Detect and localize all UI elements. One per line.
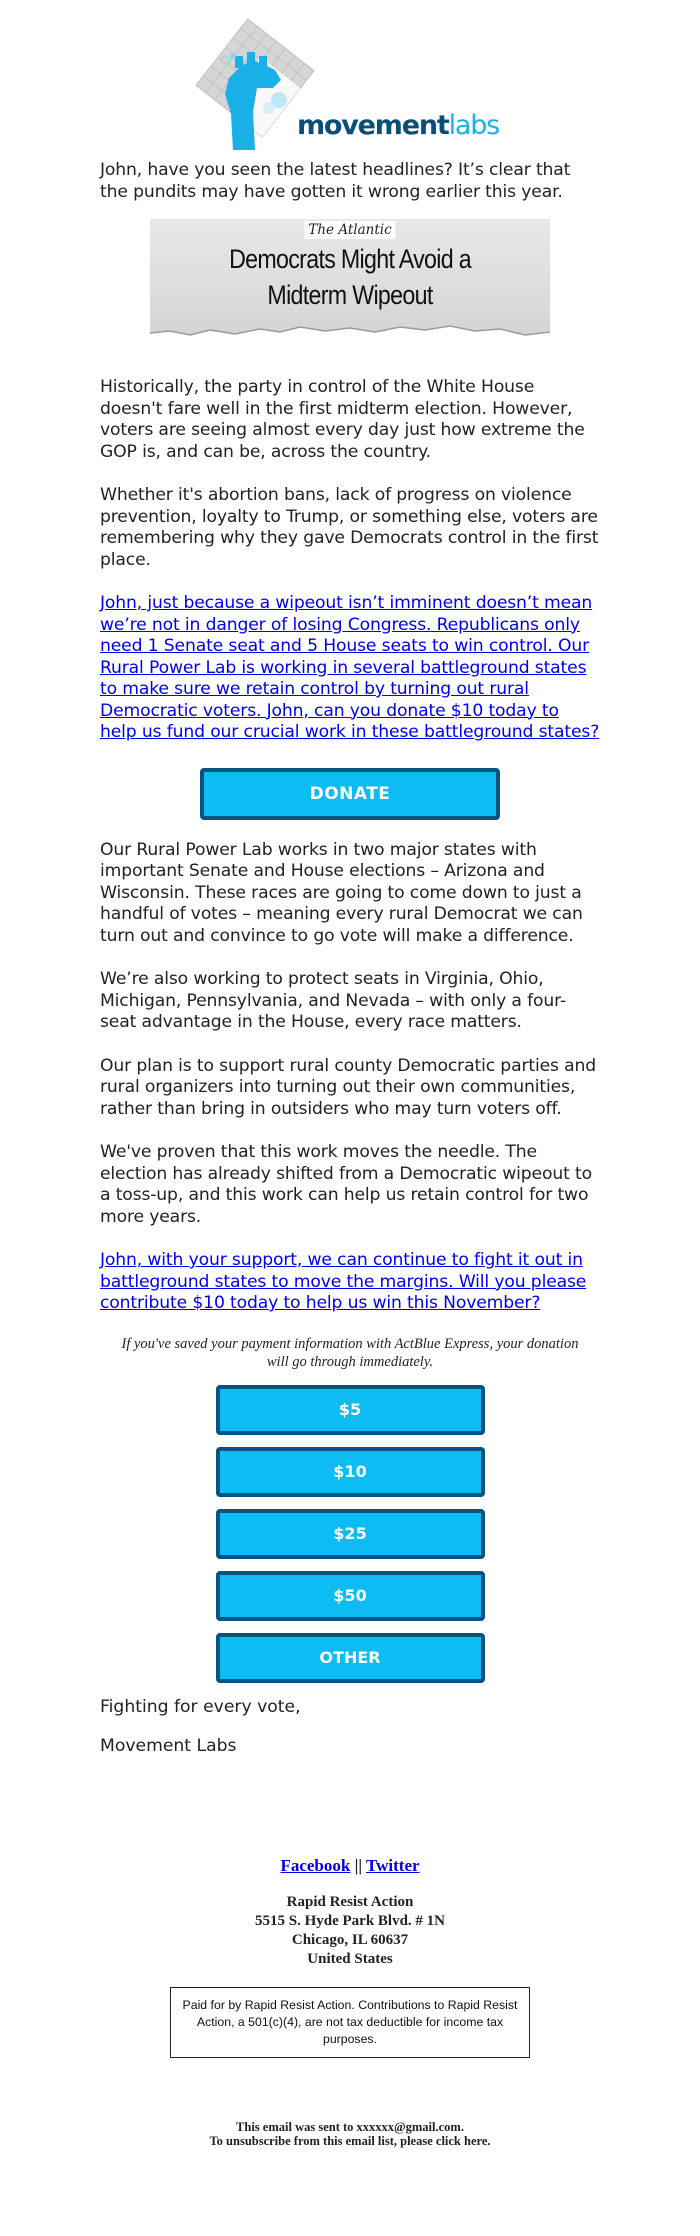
email-sent-notice <box>0 2120 700 2148</box>
body-paragraph-5: Our plan is to support rural county Democratic parties and rural organizers into turning out their own communities, rather than bring in outsiders who may turn voters off. <box>100 1055 597 1119</box>
logo-wordmark <box>297 111 499 141</box>
clipping-headline <box>178 241 522 313</box>
country: United States <box>307 1950 393 1967</box>
paid-for-disclaimer: Paid for by Rapid Resist Action. Contributions to Rapid Resist Action, a 501(c)(4), are not tax deductible for income tax purposes. <box>170 1987 530 2058</box>
clipping-headline-line1: Democrats Might Avoid a <box>229 244 471 274</box>
clipping-source: The Atlantic <box>304 221 395 239</box>
donate-5-button[interactable]: $5 <box>216 1385 485 1435</box>
body-paragraph-1: Historically, the party in control of the White House doesn't fare well in the first midterm election. However, voters are seeing almost every day just how extreme the GOP is, and can be, across the country. <box>100 377 585 462</box>
social-separator: || <box>354 1855 363 1875</box>
donation-ask-1 <box>100 593 600 744</box>
footer <box>0 1856 700 2148</box>
donate-button[interactable]: DONATE <box>200 768 500 820</box>
donation-ask-link-2[interactable]: John, with your support, we can continue to fight it out in battleground states to move the margins. Will you please contribute $10 today to help us win this November? <box>100 1250 587 1313</box>
intro-paragraph: John, have you seen the latest headlines? It’s clear that the pundits may have gotten it wrong earlier this year. <box>100 160 571 202</box>
mailing-address <box>0 1893 700 1969</box>
donate-25-button[interactable]: $25 <box>216 1509 485 1559</box>
body-paragraph-6: We've proven that this work moves the needle. The election has already shifted from a Democratic wipeout to a toss-up, and this work can help us retain control for two more years. <box>100 1142 592 1227</box>
torn-paper-edge-icon <box>150 317 550 347</box>
donate-50-button[interactable]: $50 <box>216 1571 485 1621</box>
city-state-zip: Chicago, IL 60637 <box>291 1931 409 1948</box>
body-paragraph-4: We’re also working to protect seats in Virginia, Ohio, Michigan, Pennsylvania, and Nevada – with only a four-seat advantage in the House, every race matters. <box>100 969 566 1032</box>
headline-clipping-wrapper <box>100 219 600 347</box>
twitter-link[interactable]: Twitter <box>366 1855 420 1875</box>
clipping-headline-line2: Midterm Wipeout <box>267 280 433 310</box>
body-paragraph-3: Our Rural Power Lab works in two major states with important Senate and House elections – Arizona and Wisconsin. These races are going to come down to just a handful of votes – meaning every rural Democrat we can turn out and convince to go vote will make a difference. <box>100 839 583 946</box>
donate-10-button[interactable]: $10 <box>216 1447 485 1497</box>
logo-wordmark-primary: movement <box>297 110 449 141</box>
email-body <box>0 160 700 1758</box>
org-name: Rapid Resist Action <box>286 1893 414 1910</box>
facebook-link[interactable]: Facebook <box>280 1855 351 1875</box>
donation-amount-buttons <box>100 1385 600 1683</box>
sent-to-text: This email was sent to xxxxxx@gmail.com. <box>236 2119 464 2134</box>
logo-wordmark-secondary: labs <box>448 110 500 141</box>
unsubscribe-link[interactable]: To unsubscribe from this email list, please click here. <box>209 2133 491 2148</box>
donation-ask-link-1[interactable]: John, just because a wipeout isn’t imminent doesn’t mean we’re not in danger of losing Congress. Republicans only need 1 Senate seat and 5 House seats to win control. Our Rural Power Lab is working in several battleground states to make sure we retain control by turning out rural Democratic voters. John, can you donate $10 today to help us fund our crucial work in these battleground states? <box>100 593 600 742</box>
street-address: 5515 S. Hyde Park Blvd. # 1N <box>254 1912 446 1929</box>
donate-button-row <box>100 768 600 840</box>
donation-ask-2 <box>100 1250 600 1315</box>
donate-other-button[interactable]: OTHER <box>216 1633 485 1683</box>
headline-clipping-image <box>150 219 550 347</box>
social-links <box>0 1856 700 1876</box>
signoff-line: Fighting for every vote, <box>100 1696 301 1717</box>
actblue-express-note: If you've saved your payment information with ActBlue Express, your donation will go through immediately. <box>121 1335 579 1370</box>
signoff-signature: Movement Labs <box>100 1736 237 1756</box>
logo[interactable] <box>0 0 700 152</box>
body-paragraph-2: Whether it's abortion bans, lack of progress on violence prevention, loyalty to Trump, or something else, voters are remembering why they gave Democrats control in the first place. <box>100 485 599 570</box>
